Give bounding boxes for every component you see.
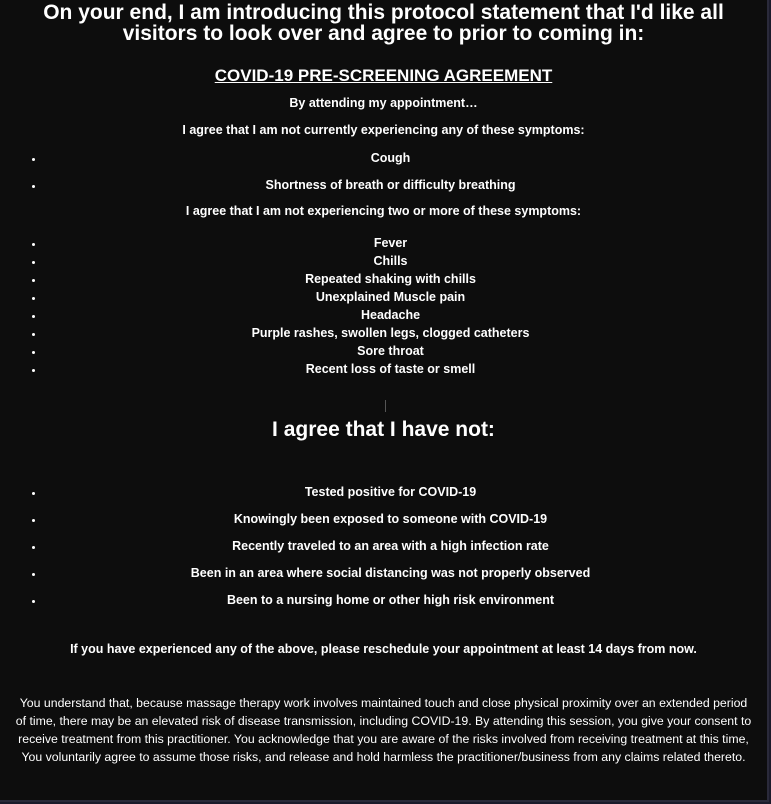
intro-heading: On your end, I am introducing this protocol statement that I'd like all visitors to look over and agree to prior to coming in: — [43, 1, 724, 45]
list-item: • Sore throat — [44, 342, 767, 360]
list-item: • Headache — [44, 306, 767, 324]
list-item: • Cough — [44, 149, 767, 167]
list-item: • Repeated shaking with chills — [44, 270, 767, 288]
list-item: • Fever — [44, 234, 767, 252]
list-item: • Recently traveled to an area with a high infection rate — [44, 537, 767, 555]
reschedule-text: If you have experienced any of the above, please reschedule your appointment at least 14 days from now. — [70, 642, 697, 656]
list-item: • Been in an area where social distancing was not properly observed — [44, 564, 767, 582]
list-item: • Tested positive for COVID-19 — [44, 483, 767, 501]
list-item: • Shortness of breath or difficulty breathing — [44, 176, 767, 194]
list-item: • Recent loss of taste or smell — [44, 360, 767, 378]
list-item: • Been to a nursing home or other high risk environment — [44, 591, 767, 609]
list-item: • Chills — [44, 252, 767, 270]
symptoms-two-list — [0, 234, 767, 378]
consent-paragraph: You understand that, because massage therapy work involves maintained touch and close physical proximity over an extended period of time, there may be an elevated risk of disease transmission, including COVID-19. By attending this session, you give your consent to receive treatment from this practitioner. You acknowledge that you are aware of the risks involved from receiving treatment at this time, You voluntarily agree to assume those risks, and release and hold harmless the practitioner/business from any claims related thereto. — [15, 696, 752, 764]
agree-two-or-more-text: I agree that I am not experiencing two or more of these symptoms: — [185, 204, 582, 218]
have-not-list — [0, 483, 767, 609]
list-item: • Unexplained Muscle pain — [44, 288, 767, 306]
attending-text: By attending my appointment… — [289, 96, 478, 110]
symptoms-any-list — [0, 149, 767, 194]
text-cursor — [385, 400, 386, 412]
agree-no-symptoms-text: I agree that I am not currently experiencing any of these symptoms: — [182, 123, 585, 137]
have-not-heading: I agree that I have not: — [272, 418, 495, 441]
list-item: • Knowingly been exposed to someone with COVID-19 — [44, 510, 767, 528]
agreement-title: COVID-19 PRE-SCREENING AGREEMENT — [214, 66, 553, 85]
list-item: • Purple rashes, swollen legs, clogged catheters — [44, 324, 767, 342]
